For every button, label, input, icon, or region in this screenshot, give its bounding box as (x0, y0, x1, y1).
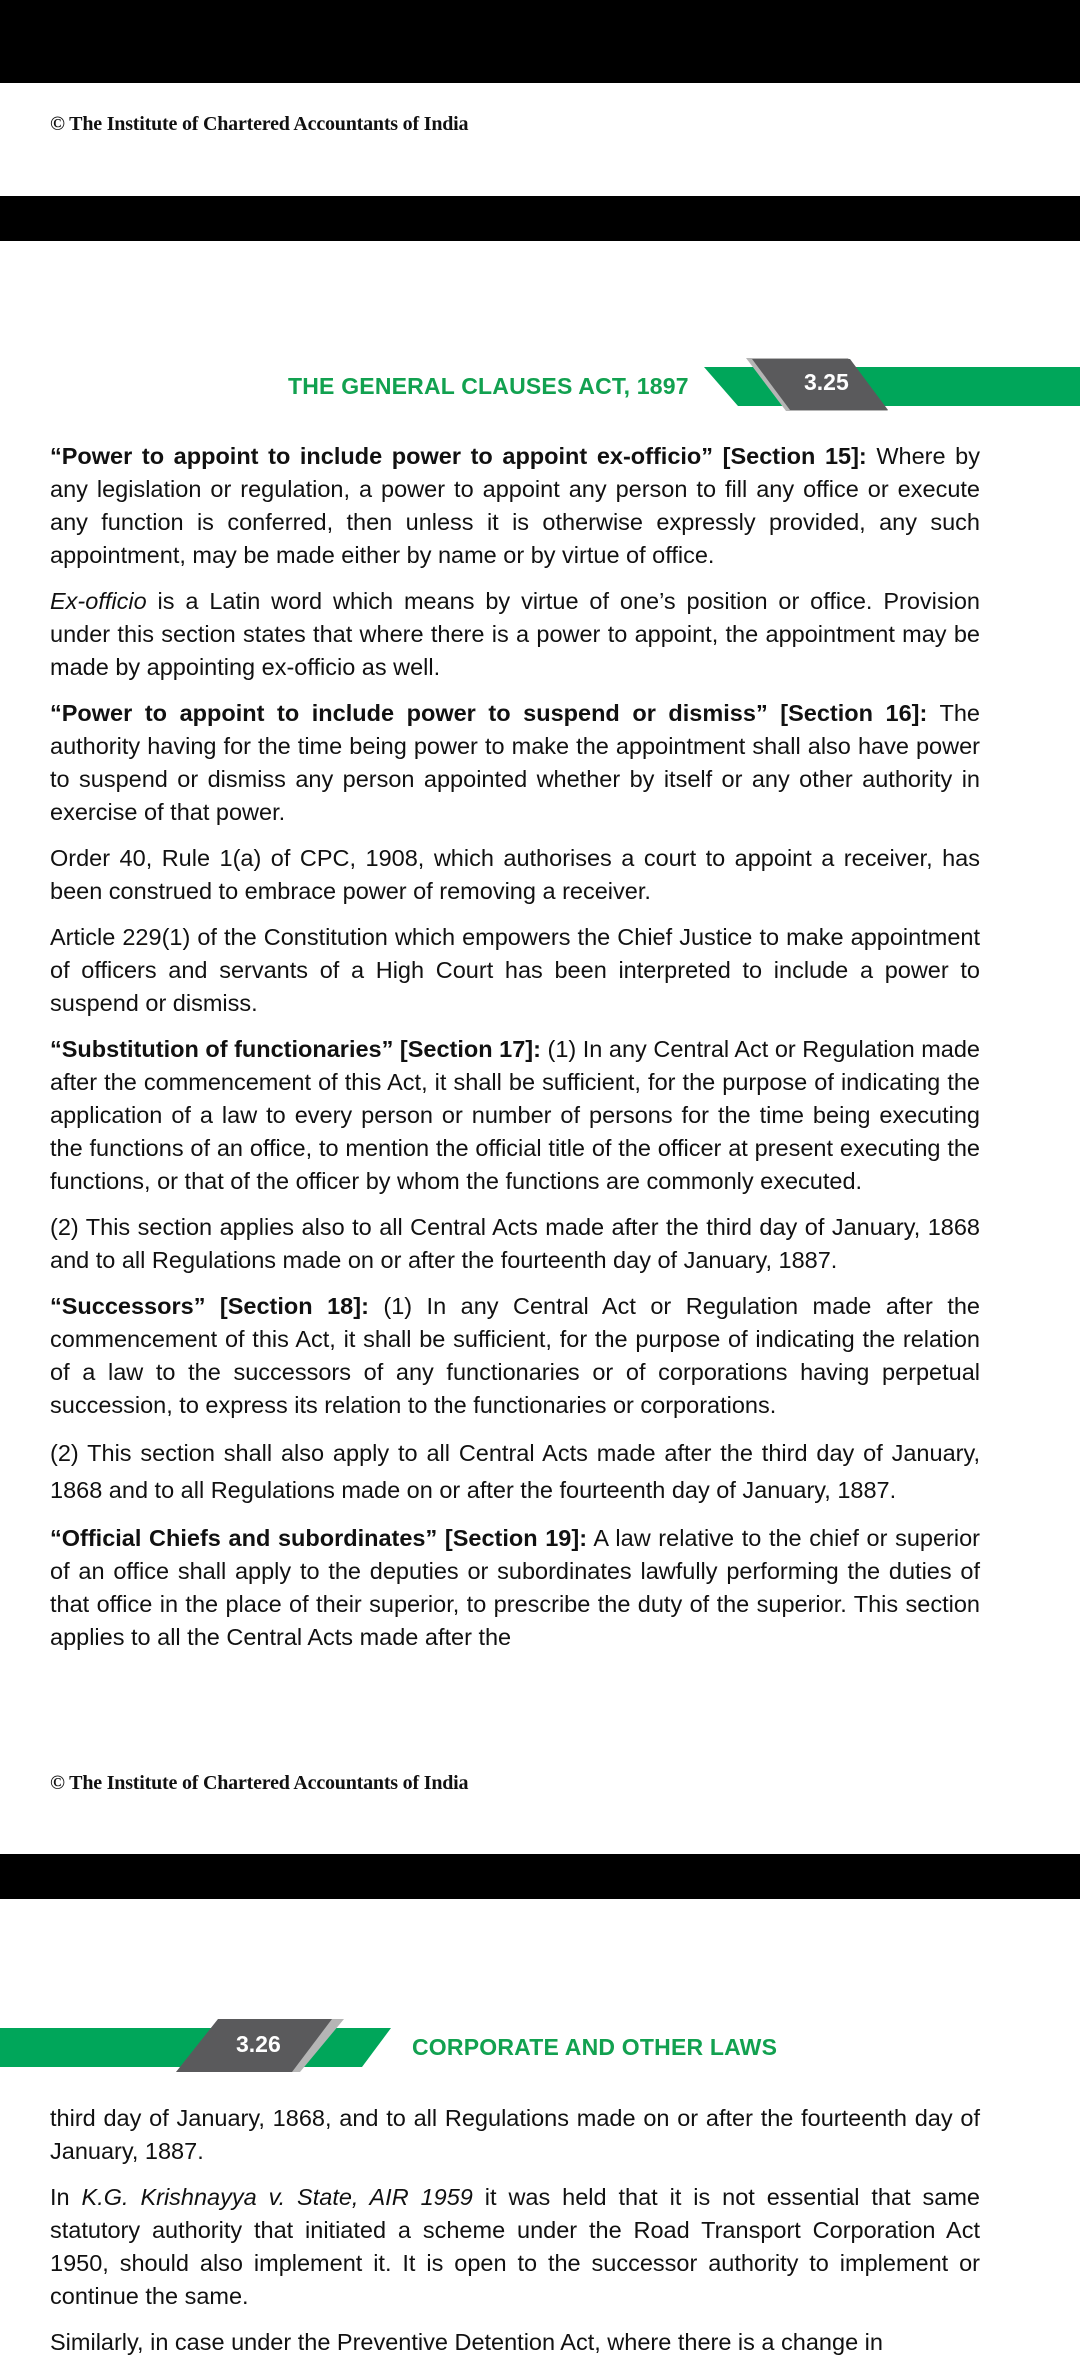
paragraph-continuation: third day of January, 1868, and to all Regulations made on or after the fourteenth day of January, 1887. (50, 2105, 980, 2164)
copyright-footer-bottom: © The Institute of Chartered Accountants of India (50, 1772, 469, 1794)
case-citation: K.G. Krishnayya v. State, AIR 1959 (81, 2184, 473, 2210)
paragraph-section-17-2: (2) This section applies also to all Central Acts made after the third day of January, 1868 and to all Regulations made on or after the fourteenth day of January, 1887. (50, 1214, 980, 1273)
page-header-banner (0, 358, 1080, 418)
section-heading: “Substitution of functionaries” [Section 17]: (50, 1036, 541, 1062)
paragraph-preventive-detention: Similarly, in case under the Preventive Detention Act, where there is a change in (50, 2329, 883, 2355)
copyright-footer-top: © The Institute of Chartered Accountants of India (50, 113, 469, 135)
page-number: 3.26 (236, 2031, 281, 2057)
page-header-banner (0, 2019, 1080, 2079)
italic-term: Ex-officio (50, 588, 147, 614)
running-header-title: THE GENERAL CLAUSES ACT, 1897 (288, 373, 689, 399)
page-separator-bar (0, 1854, 1080, 1899)
paragraph-article-229: Article 229(1) of the Constitution which empowers the Chief Justice to make appointment of officers and servants of a High Court has been interpreted to include a power to suspend or dismiss. (50, 924, 980, 1016)
section-heading: “Successors” [Section 18]: (50, 1293, 369, 1319)
paragraph-ex-officio: Ex-officio is a Latin word which means by virtue of one’s position or office. Provision under this section states that where there is a power to appoint, the appointment may be made by appointing ex-officio as well. (50, 588, 980, 680)
top-black-bar (0, 0, 1080, 83)
page-separator-bar (0, 196, 1080, 241)
paragraph-section-18: “Successors” [Section 18]: (1) In any Central Act or Regulation made after the commencement of this Act, it shall be sufficient, for the purpose of indicating the relation of a law to the successors of any functionaries or of corporations having perpetual succession, to express its relation to the functionaries or corporations. (50, 1293, 980, 1418)
paragraph-krishnayya: In K.G. Krishnayya v. State, AIR 1959 it was held that it is not essential that same statutory authority that initiated a scheme under the Road Transport Corporation Act 1950, should also implement it. It is open to the successor authority to implement or continue the same. (50, 2184, 980, 2309)
paragraph-section-17: “Substitution of functionaries” [Section 17]: (1) In any Central Act or Regulation made after the commencement of this Act, it shall be sufficient, for the purpose of indicating the application of a law to every person or number of persons for the time being executing the functions of an office, to mention the official title of the officer at present executing the functions, or that of the officer by whom the functions are commonly executed. (50, 1036, 980, 1194)
section-heading: “Power to appoint to include power to appoint ex-officio” [Section 15]: (50, 443, 867, 469)
paragraph-section-15: “Power to appoint to include power to appoint ex-officio” [Section 15]: Where by any legislation or regulation, a power to appoint any person to fill any office or execute any function is conferred, then unless it is otherwise expressly provided, any such appointment, may be made either by name or by virtue of office. (50, 443, 980, 568)
page-number: 3.25 (804, 369, 849, 395)
paragraph-section-19: “Official Chiefs and subordinates” [Section 19]: A law relative to the chief or superior of an office shall apply to the deputies or subordinates lawfully performing the duties of that office in the place of their superior, to prescribe the duty of the superior. This section applies to all the Central Acts made after the (50, 1525, 980, 1650)
paragraph-order-40: Order 40, Rule 1(a) of CPC, 1908, which authorises a court to appoint a receiver, has been construed to embrace power of removing a receiver. (50, 845, 980, 904)
paragraph-section-16: “Power to appoint to include power to suspend or dismiss” [Section 16]: The authority having for the time being power to make the appointment shall also have power to suspend or dismiss any person appointed whether by itself or any other authority in exercise of that power. (50, 700, 980, 825)
paragraph-section-18-2: (2) This section shall also apply to all Central Acts made after the third day of January, 1868 and to all Regulations made on or after the fourteenth day of January, 1887. (50, 1440, 980, 1503)
page-326-body (50, 2102, 980, 2372)
running-header-title: CORPORATE AND OTHER LAWS (412, 2034, 778, 2060)
page-325-body (50, 440, 980, 1667)
section-heading: “Official Chiefs and subordinates” [Section 19]: (50, 1525, 588, 1551)
section-heading: “Power to appoint to include power to suspend or dismiss” [Section 16]: (50, 700, 928, 726)
